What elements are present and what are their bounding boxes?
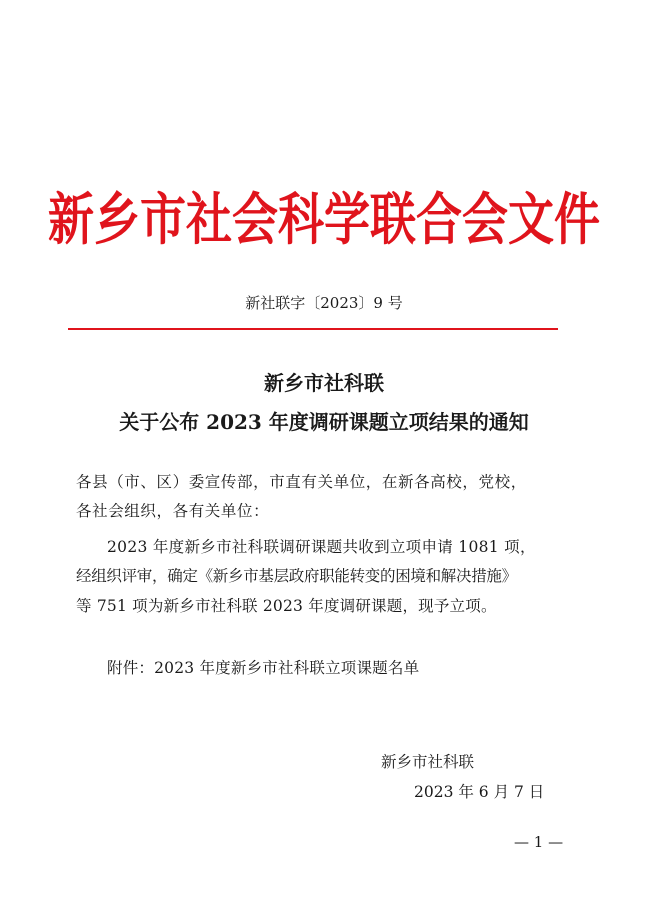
addressee-line2: 各社会组织，各有关单位： xyxy=(76,502,270,520)
body-paragraph-line3: 等 751 项为新乡市社科联 2023 年度调研课题，现予立项。 xyxy=(76,597,497,615)
signature-organization: 新乡市社科联 xyxy=(381,753,475,771)
notice-title-line2: 关于公布 2023 年度调研课题立项结果的通知 xyxy=(119,410,529,434)
document-header-title: 新乡市社会科学联合会文件 xyxy=(48,186,600,253)
body-paragraph-line1: 2023 年度新乡市社科联调研课题共收到立项申请 1081 项， xyxy=(107,538,536,556)
addressee-line1: 各县（市、区）委宣传部，市直有关单位，在新各高校，党校， xyxy=(76,473,527,491)
attachment-line: 附件：2023 年度新乡市社科联立项课题名单 xyxy=(107,659,420,677)
signature-date: 2023 年 6 月 7 日 xyxy=(414,783,545,801)
page-number: — 1 — xyxy=(514,833,564,851)
notice-title-line1: 新乡市社科联 xyxy=(264,371,384,395)
body-paragraph-line2: 经组织评审，确定《新乡市基层政府职能转变的困境和解决措施》 xyxy=(76,567,517,585)
document-number: 新社联字〔2023〕9 号 xyxy=(245,294,403,312)
header-red-rule xyxy=(68,328,558,330)
